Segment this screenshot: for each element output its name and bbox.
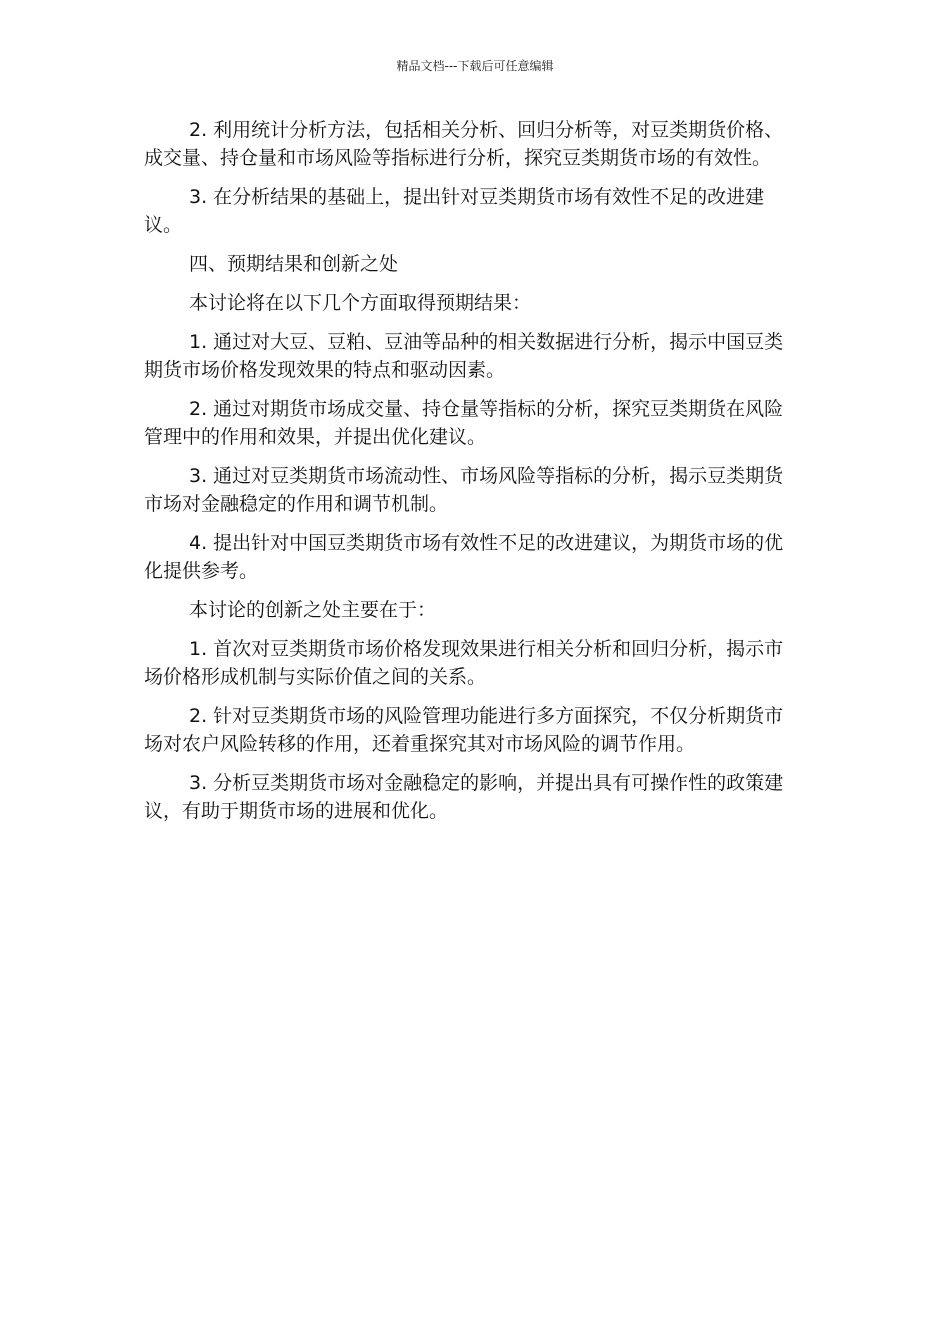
paragraph-innovation-1: 1. 首次对豆类期货市场价格发现效果进行相关分析和回归分析，揭示市场价格形成机制与实际价值之间的关系。 xyxy=(144,638,784,688)
section-heading: 四、预期结果和创新之处 xyxy=(189,253,399,275)
paragraph-method-3: 3. 在分析结果的基础上，提出针对豆类期货市场有效性不足的改进建议。 xyxy=(144,186,765,236)
paragraph-innovation-2: 2. 针对豆类期货市场的风险管理功能进行多方面探究，不仅分析期货市场对农户风险转移的作用，还着重探究其对市场风险的调节作用。 xyxy=(144,705,784,755)
paragraph-innovation-intro: 本讨论的创新之处主要在于： xyxy=(189,599,437,621)
page-header: 精品文档---下载后可任意编辑 xyxy=(396,59,554,73)
paragraph-result-2: 2. 通过对期货市场成交量、持仓量等指标的分析，探究豆类期货在风险管理中的作用和效果，并提出优化建议。 xyxy=(144,398,784,448)
document-body xyxy=(144,116,799,836)
paragraph-result-1: 1. 通过对大豆、豆粕、豆油等品种的相关数据进行分析，揭示中国豆类期货市场价格发现效果的特点和驱动因素。 xyxy=(144,331,784,381)
paragraph-innovation-3: 3. 分析豆类期货市场对金融稳定的影响，并提出具有可操作性的政策建议，有助于期货市场的进展和优化。 xyxy=(144,772,784,822)
paragraph-method-2: 2. 利用统计分析方法，包括相关分析、回归分析等，对豆类期货价格、成交量、持仓量和市场风险等指标进行分析，探究豆类期货市场的有效性。 xyxy=(144,119,784,169)
paragraph-result-3: 3. 通过对豆类期货市场流动性、市场风险等指标的分析，揭示豆类期货市场对金融稳定的作用和调节机制。 xyxy=(144,465,784,515)
paragraph-results-intro: 本讨论将在以下几个方面取得预期结果： xyxy=(189,292,532,314)
paragraph-result-4: 4. 提出针对中国豆类期货市场有效性不足的改进建议，为期货市场的优化提供参考。 xyxy=(144,532,784,582)
